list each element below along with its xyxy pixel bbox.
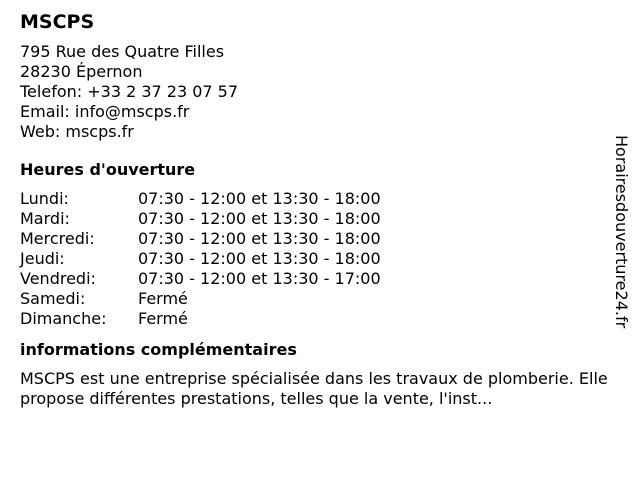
website: Web: mscps.fr [20,122,134,141]
hours-row-friday [20,269,610,289]
address-city: 28230 Épernon [20,62,143,81]
day-label: Dimanche: [20,309,107,328]
business-name: MSCPS [20,11,95,33]
time-value: 07:30 - 12:00 et 13:30 - 18:00 [138,189,381,208]
site-watermark: Horairesdouverture24.fr [612,135,631,329]
hours-row-monday [20,189,610,209]
time-value: 07:30 - 12:00 et 13:30 - 17:00 [138,269,381,288]
hours-row-saturday [20,289,610,309]
time-value: 07:30 - 12:00 et 13:30 - 18:00 [138,209,381,228]
opening-hours-table [20,189,610,329]
time-value: Fermé [138,309,188,328]
day-label: Lundi: [20,189,69,208]
email-address: Email: info@mscps.fr [20,102,190,121]
day-label: Mardi: [20,209,70,228]
info-heading: informations complémentaires [20,340,297,359]
time-value: 07:30 - 12:00 et 13:30 - 18:00 [138,229,381,248]
time-value: Fermé [138,289,188,308]
business-card [20,10,610,409]
phone-number: Telefon: +33 2 37 23 07 57 [20,82,239,101]
hours-row-sunday [20,309,610,329]
address-street: 795 Rue des Quatre Filles [20,42,225,61]
hours-heading: Heures d'ouverture [20,160,196,179]
time-value: 07:30 - 12:00 et 13:30 - 18:00 [138,249,381,268]
hours-row-thursday [20,249,610,269]
day-label: Samedi: [20,289,86,308]
hours-row-tuesday [20,209,610,229]
hours-row-wednesday [20,229,610,249]
day-label: Jeudi: [20,249,65,268]
contact-block [20,42,610,142]
day-label: Mercredi: [20,229,95,248]
day-label: Vendredi: [20,269,96,288]
business-description: MSCPS est une entreprise spécialisée dans les travaux de plomberie. Elle propose différentes prestations, telles que la vente, l'inst... [20,369,608,408]
